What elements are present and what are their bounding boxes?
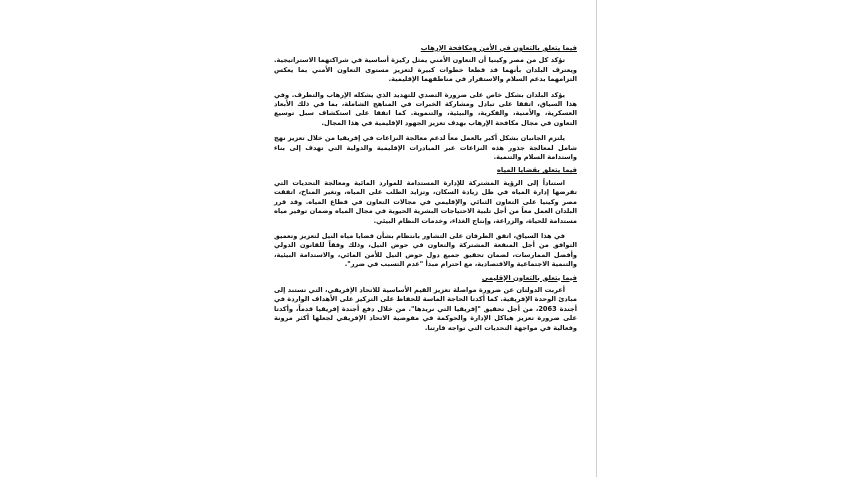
paragraph-nile-consultation: في هذا السياق، اتفق الطرفان على التشاور بانتظام بشأن قضايا مياه النيل لتعزيز وتعميق التوافق من أجل المنفعة المشتركة والتعاون في حوض النيل، وذلك وفقاً للقانون الدولي وأفضل الممارسات، لضمان تحقيق جميع دول حوض النيل للأمن المائي، والاستدامة البيئية، والتنمية الاجتماعية والاقتصادية، مع احترام مبدأ "عدم التسبب في ضرر". xyxy=(274,231,577,269)
section-heading-regional: فيما يتعلق بالتعاون الإقليمي xyxy=(481,273,577,282)
document-page xyxy=(252,0,597,477)
section-heading-water: فيما يتعلق بقضايا المياه xyxy=(496,166,577,175)
paragraph-counter-terrorism: يؤكد البلدان بشكل خاص على ضرورة التصدي للتهديد الذي يشكله الإرهاب والتطرف. وفي هذا السياق، اتفقا على تبادل ومشاركة الخبرات في المناهج الشاملة، بما في ذلك الأبعاد العسكرية، والأمنية، والفكرية، والبيئية، والتنموية. كما اتفقا على استكشاف سبل توسيع التعاون في مجال مكافحة الإرهاب بهدف تعزيز الجهود الإقليمية في هذا المجال. xyxy=(274,90,577,127)
document-body xyxy=(274,44,577,339)
paragraph-african-union: أعربت الدولتان عن ضرورة مواصلة تعزيز القيم الأساسية للاتحاد الإفريقي، التي تستند إلى مبادئ الوحدة الإفريقية. كما أكدتا الحاجة الماسة للحفاظ على التركيز على الأهداف الواردة في أجندة 2063، من أجل تحقيق "إفريقيا التي نريدها". من خلال دفع أجندة إفريقيا قدماً، وأكدتا على ضرورة تعزيز هياكل الإدارة والحوكمة في مفوضية الاتحاد الإفريقي لجعلها أكثر مرونة وفعالية في مواجهة التحديات التي تواجه قارتنا. xyxy=(274,285,577,332)
paragraph-conflict-resolution: يلتزم الجانبان بشكل أكبر بالعمل معاً لدعم معالجة النزاعات في إفريقيا من خلال تعزيز نهج شامل لمعالجة جذور هذه النزاعات عبر المبادرات الإقليمية والدولية التي تهدف إلى بناء واستدامة السلام والتنمية. xyxy=(274,134,577,162)
section-heading-security: فيما يتعلق بالتعاون في الأمن ومكافحة الإرهاب xyxy=(420,44,577,52)
paragraph-security-cooperation: تؤكد كل من مصر وكينيا أن التعاون الأمني يمثل ركيزة أساسية في شراكتهما الاستراتيجية. ويعترف البلدان بأنهما قد قطعا خطوات كبيرة لتعزيز مستوى التعاون الأمني بما يعكس التزامهما بدعم السلام والاستقرار في مناطقهما الإقليمية. xyxy=(274,56,577,84)
paragraph-water-management: استناداً إلى الرؤية المشتركة للإدارة المستدامة للموارد المائية ومعالجة التحديات التي تفرضها إدارة المياه في ظل زيادة السكان، وتزايد الطلب على المياه، وتغير المناخ، اتفقت مصر وكينيا على التعاون الثنائي والإقليمي في مجالات التعاون في قطاع المياه. وقد قرر البلدان العمل معاً من أجل تلبية الاحتياجات البشرية الحيوية في مجال المياه وضمان توفير مياه مستدامة للحياة، والزراعة، وإنتاج الغذاء، وخدمات النظام البيئي. xyxy=(274,178,577,225)
